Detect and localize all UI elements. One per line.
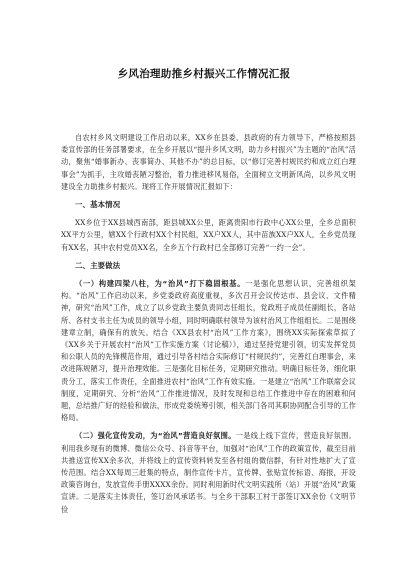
intro-paragraph: 自农村乡风文明建设工作启动以来，XX乡在县委、县政府的有力领导下，严格按照县委宣传部的任务部署要求，在全乡开展以“提升乡风文明，助力乡村振兴”为主题的“治风”活动，聚焦“婚事新办、丧事简办、其他不办”的总目标，以“修订完善村规民约和成立红白理事会”为抓手，主攻婚丧陋习整治，着力推进移风易俗，全面树立文明新风尚，以乡风文明建设全力助推乡村振兴。现将工作开展情况汇报如下：	[61, 133, 356, 191]
section-heading-basic: 一、基本情况	[75, 200, 121, 210]
section-heading-practices: 二、主要做法	[75, 260, 121, 270]
practice-2-paragraph	[61, 430, 356, 515]
basic-info-paragraph: XX乡位于XX县城西南部，距县城XX公里，距离贵阳市行政中心XX公里，全乡总面积XX平方公里，辖XX个行政村XX个村民组，XX户XX人，其中苗族XX户XX人，全乡党员现有XX名，其中农村党员XX名，全乡五个行政村已全部修订完善“一约一会”。	[61, 218, 356, 252]
document-title: 乡风治理助推乡村振兴工作情况汇报	[117, 68, 291, 80]
practice-1-lead: （一）构建四梁八柱，为“治风”打下稳固根基。	[75, 279, 246, 289]
practice-2-lead: （二）强化宣传发动，为“治风”营造良好氛围。	[75, 431, 236, 441]
practice-1-text: 一是强化思想认识，完善组织架构。“治风”工作启动以来，乡党委政府高度重视，多次召开会议传达市、县会议、文件精神，研究“治风”工作，成立了以乡党政主要负责同志任组长，党政班子成员任副组长，各站所、各村支书主任为成员的领导小组，同时明确联村领导为该村治风工作组组长。二是围绕建章立制，确保有的放矢。结合《XX县农村“治风”工作方案》，围绕XX实际探索草拟了《XX乡关于开展农村“治风”工作实施方案（讨论稿）》，通过坚持党建引领，切实发挥党员和公职人员的先锋模范作用，通过引导各村结合实际修订“村规民约”，完善红白理事会，来改进陈规陋习，提升治理效能。三是强化目标任务，定期研究推动。明确目标任务，细化职责分工，落实工作责任，全面推进农村“治风”工作有效实施。一是建立“治风”工作联席会议制度，定期研究、分析“治风”工作推进情况，及时发现和总结工作推进中存在的困难和问题，总结推广好的经验和做法，形成党委统筹引领，相关部门各司其职协同配合引导的工作格局。	[61, 279, 356, 423]
practice-1-paragraph	[61, 278, 356, 424]
document-body	[61, 132, 356, 522]
practice-2-text: 一是线上线下宣传，营造良好氛围。利用我乡现有的微博、微信公众号、抖音等平台，加强对“治风”工作的政策宣传，截至目前共推送宣传XX余多次，并将线上的宣传资料转发至各村组的微信群，有针对性地扩大了宣传范围。结合XX每周三赶集的特点，制作宣传卡片，宣传牌、张贴宣传标语、海报，开设政策咨询台，发放宣传手册XXXX余份。同时利用新时代文明实践所（站）开展“治风”政策宣讲。二是落实主体责任，签订治风承诺书。与全乡干部职工村干部签订XX余份《文明节俭	[61, 431, 356, 514]
